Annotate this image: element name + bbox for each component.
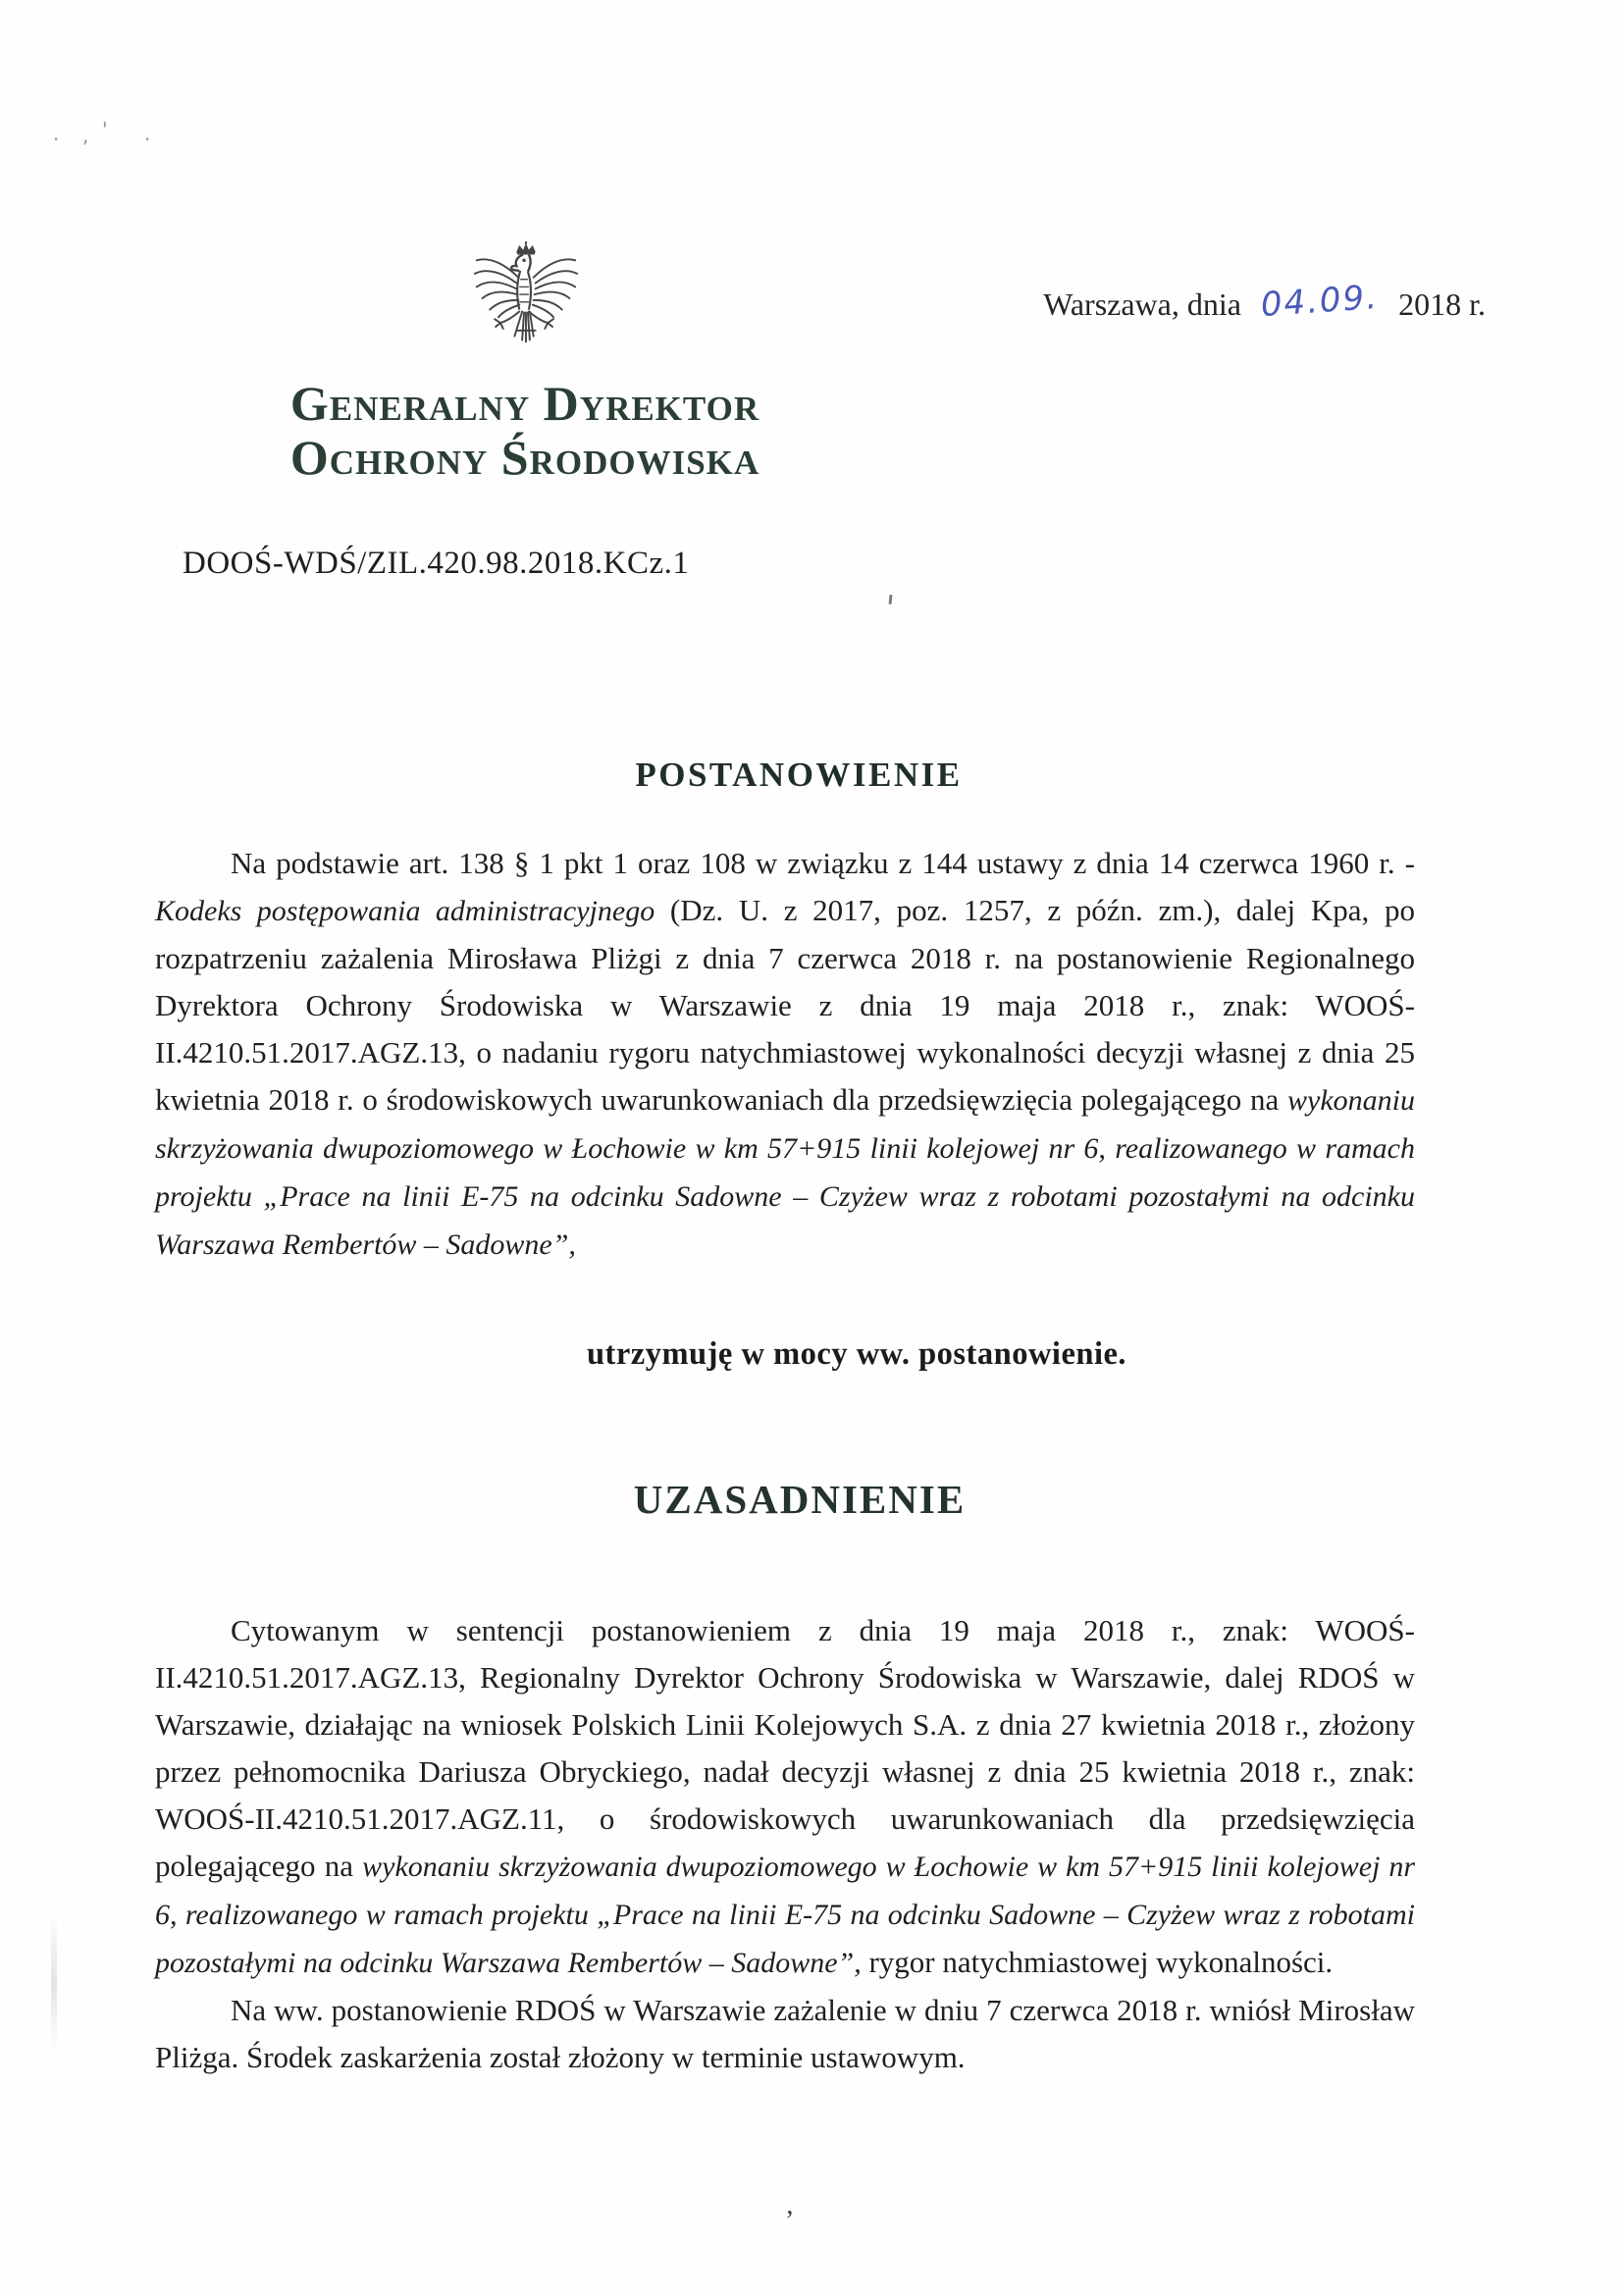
scan-speck: ’ [785, 2206, 795, 2236]
paragraph-italic-segment: Kodeks postępowania administracyjnego [155, 895, 655, 927]
letterhead [201, 377, 849, 485]
decision-line: utrzymuję w mocy ww. postanowienie. [586, 1336, 1127, 1372]
scan-speck [888, 595, 892, 604]
scan-streak [51, 1913, 57, 2051]
paragraph [155, 1607, 1415, 1987]
polish-eagle-emblem-icon [469, 241, 583, 353]
paragraph-segment: Cytowanym w sentencji postanowieniem z dnia 19 maja 2018 r., znak: WOOŚ-II.4210.51.2017.AGZ.13, Regionalny Dyrektor Ochrony Środowiska w Warszawie, dalej RDOŚ w Warszawie, działając na wniosek Polskich Linii Kolejowych S.A. z dnia 27 kwietnia 2018 r., złożony przez pełnomocnika Dariusza Obryckiego, nadał decyzji własnej z dnia 25 kwietnia 2018 r., znak: WOOŚ-II.4210.51.2017.AGZ.11, o środowiskowych uwarunkowaniach dla przedsięwzięcia polegającego na [155, 1613, 1415, 1883]
document-title: POSTANOWIENIE [635, 756, 963, 794]
paragraph-segment: (Dz. U. z 2017, poz. 1257, z późn. zm.), dalej Kpa, po rozpatrzeniu zażalenia Mirosława Pliżgi z dnia 7 czerwca 2018 r. na postanowienie Regionalnego Dyrektora Ochrony Środowiska w Warszawie z dnia 19 maja 2018 r., znak: WOOŚ-II.4210.51.2017.AGZ.13, o nadaniu rygoru natychmiastowej wykonalności decyzji własnej z dnia 25 kwietnia 2018 r. o środowiskowych uwarunkowaniach dla przedsięwzięcia polegającego na [155, 893, 1415, 1117]
date-prefix: Warszawa, dnia [1043, 287, 1241, 322]
scan-speck: . [144, 122, 151, 145]
legal-basis-paragraphs [155, 840, 1415, 1269]
letterhead-line1: Generalny Dyrektor [289, 376, 760, 431]
scan-speck: ' [102, 118, 108, 141]
paragraph-segment: Na ww. postanowienie RDOŚ w Warszawie zażalenie w dniu 7 czerwca 2018 r. wniósł Mirosław Pliżga. Środek zaskarżenia został złożony w terminie ustawowym. [155, 1993, 1415, 2074]
scan-speck: . [53, 122, 60, 145]
scan-speck: , [82, 124, 89, 147]
paragraph-segment: Na podstawie art. 138 § 1 pkt 1 oraz 108 w związku z 144 ustawy z dnia 14 czerwca 1960 r. - [231, 846, 1415, 880]
section-heading: UZASADNIENIE [633, 1477, 967, 1522]
paragraph [155, 1987, 1415, 2081]
reference-number: DOOŚ-WDŚ/ZIL.420.98.2018.KCz.1 [183, 546, 690, 581]
paragraph-italic-segment: wykonaniu skrzyżowania dwupoziomowego w Łochowie w km 57+915 linii kolejowej nr 6, realizowanego w ramach projektu „Prace na linii E-75 na odcinku Sadowne – Czyżew wraz z robotami pozostałymi na odcinku Warszawa Rembertów – Sadowne”, [155, 1851, 1416, 1979]
date-line [1043, 277, 1486, 326]
paragraph-segment: rygor natychmiastowej wykonalności. [861, 1945, 1334, 1979]
paragraph-italic-segment: wykonaniu skrzyżowania dwupoziomowego w Łochowie w km 57+915 linii kolejowej nr 6, realizowanego w ramach projektu „Prace na linii E-75 na odcinku Sadowne – Czyżew wraz z robotami pozostałymi na odcinku Warszawa Rembertów – Sadowne”, [155, 1084, 1415, 1261]
letterhead-line2: Ochrony Środowiska [289, 430, 760, 485]
justification-paragraphs [155, 1607, 1415, 2081]
paragraph [155, 840, 1415, 1269]
date-year: 2018 r. [1398, 287, 1486, 322]
handwritten-date: 04.09. [1259, 277, 1381, 326]
